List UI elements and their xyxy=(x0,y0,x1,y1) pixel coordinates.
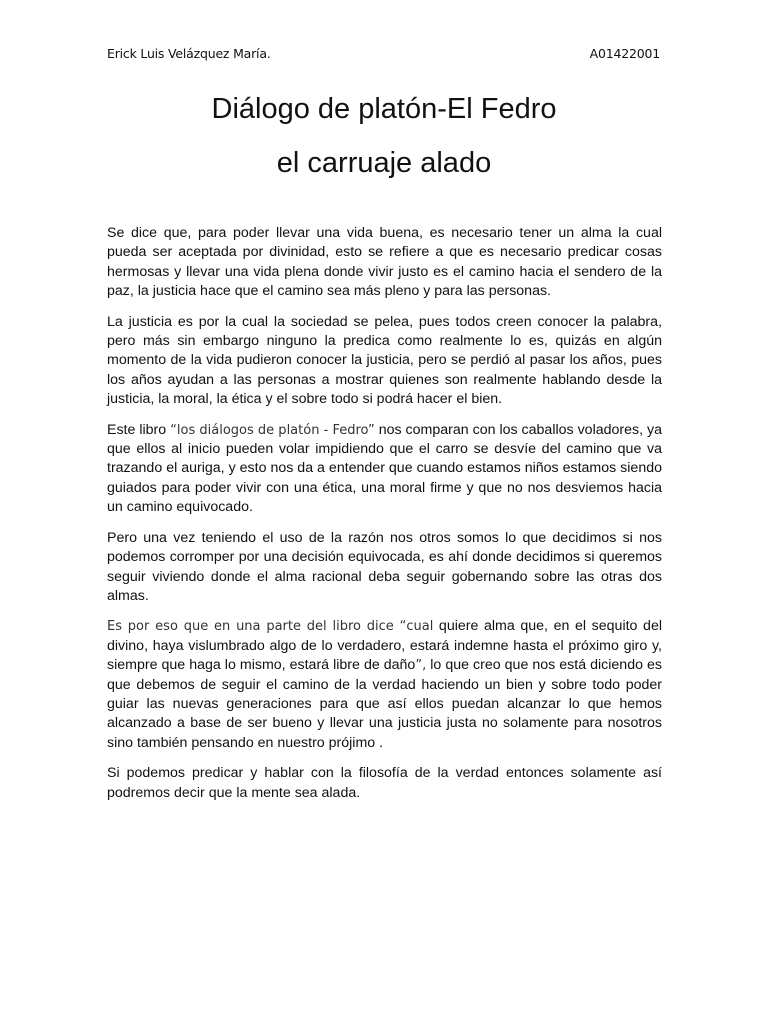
paragraph-6: Si podemos predicar y hablar con la filosofía de la verdad entonces solamente así podremos decir que la mente sea alada. xyxy=(107,765,662,801)
paragraph-5-text: lo que creo que nos está diciendo es que debemos de seguir el camino de la verdad haciendo un bien y sobre todo poder guiar las nuevas generaciones para que así ellos puedan alcanzar lo que hemos alcanzado a base de ser bueno y llevar una justicia justa no solamente para nosotros sino también pensando en nuestro prójimo . xyxy=(107,657,662,751)
paragraph-5 xyxy=(107,617,662,753)
paragraph-2: La justicia es por la cual la sociedad se pelea, pues todos creen conocer la palabra, pero más sin embargo ninguno la predica como realmente lo es, quizás en algún momento de la vida pudieron conocer la justicia, pero se perdió al pasar los años, pues los años ayudan a las personas a mostrar quienes son realmente hablando desde la justicia, la moral, la ética y el sobre todo si podrá hacer el bien. xyxy=(107,313,662,408)
paragraph-5-quote-close: ”, xyxy=(415,658,427,674)
document-subtitle: el carruaje alado xyxy=(276,147,492,179)
document-body xyxy=(107,224,662,814)
paragraph-5-intro: Es por eso que en una parte del libro dice “cual xyxy=(107,619,434,635)
student-id: A01422001 xyxy=(589,46,660,61)
document-title: Diálogo de platón-El Fedro xyxy=(211,93,557,125)
page-header xyxy=(107,46,660,64)
author-name: Erick Luis Velázquez María. xyxy=(107,46,271,61)
book-title-quote: “los diálogos de platón - Fedro” xyxy=(170,422,375,438)
paragraph-4: Pero una vez teniendo el uso de la razón nos otros somos lo que decidimos si nos podemos corromper por una decisión equivocada, es ahí donde decidimos si queremos seguir viviendo donde el alma racional deba seguir gobernando sobre las otras dos almas. xyxy=(107,529,662,604)
paragraph-5-quote: quiere alma que, en el sequito del divino, haya vislumbrado algo de lo verdadero, estará indemne hasta el próximo giro y, siempre que haga lo mismo, estará libre de daño xyxy=(107,618,662,674)
paragraph-3 xyxy=(107,421,662,518)
paragraph-3-text-b: nos comparan con los caballos voladores, ya que ellos al inicio pueden volar impidiendo que el carro se desvíe del camino que va trazando el auriga, y esto nos da a entender que cuando estamos niños estamos siendo guiados para poder vivir con una ética, una moral firme y que no nos desviemos hacia un camino equivocado. xyxy=(107,421,662,516)
paragraph-3-text-a: Este libro xyxy=(107,421,171,438)
paragraph-1: Se dice que, para poder llevar una vida buena, es necesario tener un alma la cual pueda ser aceptada por divinidad, esto se refiere a que es necesario predicar cosas hermosas y llevar una vida plena donde vivir justo es el camino hacia el sendero de la paz, la justicia hace que el camino sea más pleno y para las personas. xyxy=(107,225,662,300)
